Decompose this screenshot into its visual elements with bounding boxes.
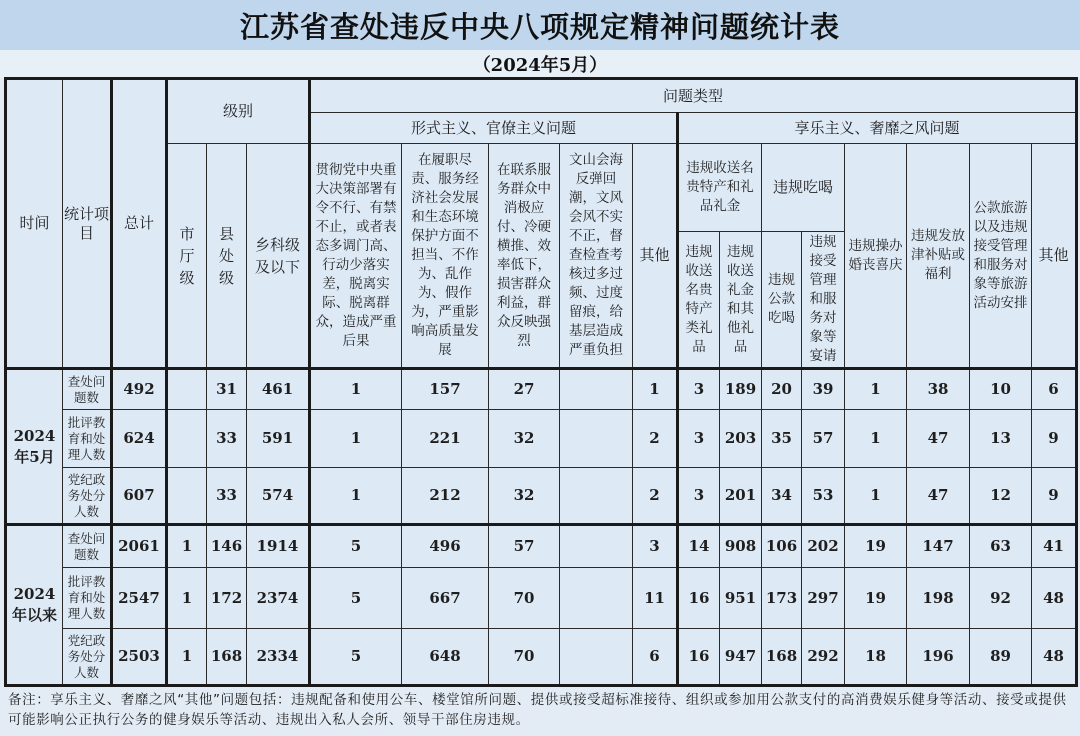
total-cell: 492 (112, 369, 167, 410)
header-level-county (207, 144, 247, 369)
f1-cell: 5 (310, 629, 402, 686)
header-formalism-duty: 在履职尽责、服务经济社会发展和生态环境保护方面不担当、不作为、乱作为、假作为，严重影响高质量发展 (402, 144, 489, 369)
total-cell: 2547 (112, 568, 167, 629)
page-title: 江苏省查处违反中央八项规定精神问题统计表 (239, 9, 840, 44)
township-cell: 461 (247, 369, 310, 410)
city-cell: 1 (167, 568, 207, 629)
f3-cell: 57 (489, 525, 560, 568)
county-cell: 172 (207, 568, 247, 629)
header-dining-public: 违规公款吃喝 (762, 232, 802, 369)
wed-cell: 1 (845, 369, 907, 410)
g2-cell: 189 (720, 369, 762, 410)
f2-cell: 667 (402, 568, 489, 629)
f1-cell: 5 (310, 568, 402, 629)
f2-cell: 648 (402, 629, 489, 686)
statistics-table (4, 77, 1078, 687)
f2-cell: 496 (402, 525, 489, 568)
total-cell: 607 (112, 468, 167, 525)
item-cell: 查处问题数 (63, 525, 112, 568)
county-cell: 168 (207, 629, 247, 686)
g2-cell: 951 (720, 568, 762, 629)
header-time: 时间 (6, 79, 63, 369)
trv-cell: 89 (970, 629, 1032, 686)
item-cell (63, 468, 112, 525)
d1-cell: 20 (762, 369, 802, 410)
f2-cell: 157 (402, 369, 489, 410)
f3-cell: 27 (489, 369, 560, 410)
item-cell (63, 629, 112, 686)
header-dining-banquet: 违规接受管理和服务对象等宴请 (802, 232, 845, 369)
header-level-township-label: 乡科级及以下 (255, 235, 301, 276)
header-gifts: 违规收送名贵特产和礼品礼金 (678, 144, 762, 232)
d2-cell: 39 (802, 369, 845, 410)
sub-cell: 198 (907, 568, 970, 629)
table-row (6, 410, 1077, 468)
subtitle-band (0, 50, 1080, 78)
d1-cell: 168 (762, 629, 802, 686)
f3-cell: 70 (489, 629, 560, 686)
header-gifts-specialty: 违规收送名贵特产类礼品 (678, 232, 720, 369)
g1-cell: 16 (678, 568, 720, 629)
trv-cell: 12 (970, 468, 1032, 525)
g1-cell: 3 (678, 369, 720, 410)
g1-cell: 3 (678, 410, 720, 468)
d1-cell: 173 (762, 568, 802, 629)
city-cell (167, 468, 207, 525)
table-row (6, 369, 1077, 410)
d2-cell: 53 (802, 468, 845, 525)
township-cell: 2374 (247, 568, 310, 629)
g1-cell: 14 (678, 525, 720, 568)
f4-cell (560, 568, 633, 629)
g1-cell: 16 (678, 629, 720, 686)
wed-cell: 19 (845, 525, 907, 568)
item-cell (63, 568, 112, 629)
oth-cell: 48 (1032, 568, 1077, 629)
f3-cell: 70 (489, 568, 560, 629)
table-row (6, 629, 1077, 686)
sub-cell: 47 (907, 410, 970, 468)
item-label: 批评教育和处理人数 (67, 574, 106, 621)
county-cell: 33 (207, 468, 247, 525)
f4-cell (560, 410, 633, 468)
f3-cell: 32 (489, 410, 560, 468)
city-cell: 1 (167, 525, 207, 568)
footnote: 备注：享乐主义、奢靡之风“其他”问题包括：违规配备和使用公车、楼堂馆所问题、提供或接受超标准接待、组织或参加用公款支付的高消费娱乐健身等活动、接受或提供可能影响公正执行公务的健身娱乐等活动、违规出入私人会所、领导干部住房违规。 (8, 692, 1067, 728)
f5-cell: 3 (633, 525, 678, 568)
f5-cell: 6 (633, 629, 678, 686)
trv-cell: 92 (970, 568, 1032, 629)
total-cell: 2061 (112, 525, 167, 568)
d2-cell: 297 (802, 568, 845, 629)
wed-cell: 1 (845, 410, 907, 468)
d2-cell: 292 (802, 629, 845, 686)
d1-cell: 106 (762, 525, 802, 568)
page-subtitle: （2024年5月） (472, 55, 608, 76)
county-cell: 146 (207, 525, 247, 568)
header-level-city (167, 144, 207, 369)
header-level-county-label: 县处级 (219, 224, 235, 287)
g1-cell: 3 (678, 468, 720, 525)
header-total: 总计 (112, 79, 167, 369)
township-cell: 1914 (247, 525, 310, 568)
g2-cell: 908 (720, 525, 762, 568)
table-row (6, 525, 1077, 568)
header-subsidies: 违规发放津补贴或福利 (907, 144, 970, 369)
wed-cell: 19 (845, 568, 907, 629)
f4-cell (560, 629, 633, 686)
f4-cell (560, 468, 633, 525)
f4-cell (560, 369, 633, 410)
d1-cell: 35 (762, 410, 802, 468)
header-formalism-meetings: 文山会海反弹回潮，文风会风不实不正，督查检查考核过多过频、过度留痕，给基层造成严重负担 (560, 144, 633, 369)
header-item: 统计项目 (63, 79, 112, 369)
header-problem-type: 问题类型 (310, 79, 1077, 113)
item-label: 党纪政务处分人数 (67, 471, 106, 519)
oth-cell: 9 (1032, 468, 1077, 525)
sub-cell: 47 (907, 468, 970, 525)
wed-cell: 18 (845, 629, 907, 686)
city-cell (167, 369, 207, 410)
sub-cell: 147 (907, 525, 970, 568)
trv-cell: 13 (970, 410, 1032, 468)
header-dining: 违规吃喝 (762, 144, 845, 232)
d2-cell: 202 (802, 525, 845, 568)
g2-cell: 201 (720, 468, 762, 525)
wed-cell: 1 (845, 468, 907, 525)
f4-cell (560, 525, 633, 568)
header-formalism-other: 其他 (633, 144, 678, 369)
header-travel: 公款旅游以及违规接受管理和服务对象等旅游活动安排 (970, 144, 1032, 369)
f1-cell: 1 (310, 468, 402, 525)
f1-cell: 5 (310, 525, 402, 568)
header-level-city-label: 市厅级 (179, 224, 195, 287)
d1-cell: 34 (762, 468, 802, 525)
trv-cell: 63 (970, 525, 1032, 568)
header-formalism-service: 在联系服务群众中消极应付、冷硬横推、效率低下，损害群众利益，群众反映强烈 (489, 144, 560, 369)
total-cell: 2503 (112, 629, 167, 686)
sub-cell: 38 (907, 369, 970, 410)
header-hedonism: 享乐主义、奢靡之风问题 (678, 113, 1077, 144)
table-row (6, 568, 1077, 629)
header-level-township (247, 144, 310, 369)
f5-cell: 2 (633, 468, 678, 525)
period-cell: 2024年5月 (6, 369, 63, 525)
f2-cell: 212 (402, 468, 489, 525)
township-cell: 2334 (247, 629, 310, 686)
f5-cell: 1 (633, 369, 678, 410)
f1-cell: 1 (310, 369, 402, 410)
city-cell: 1 (167, 629, 207, 686)
item-label: 批评教育和处理人数 (67, 414, 106, 462)
header-weddings: 违规操办婚丧喜庆 (845, 144, 907, 369)
header-level: 级别 (167, 79, 310, 144)
city-cell (167, 410, 207, 468)
f2-cell: 221 (402, 410, 489, 468)
total-cell: 624 (112, 410, 167, 468)
table-row (6, 468, 1077, 525)
f3-cell: 32 (489, 468, 560, 525)
county-cell: 33 (207, 410, 247, 468)
header-formalism: 形式主义、官僚主义问题 (310, 113, 678, 144)
f5-cell: 2 (633, 410, 678, 468)
g2-cell: 947 (720, 629, 762, 686)
oth-cell: 9 (1032, 410, 1077, 468)
item-cell: 查处问题数 (63, 369, 112, 410)
f5-cell: 11 (633, 568, 678, 629)
oth-cell: 6 (1032, 369, 1077, 410)
g2-cell: 203 (720, 410, 762, 468)
township-cell: 574 (247, 468, 310, 525)
period-cell (6, 525, 63, 686)
header-hedonism-other: 其他 (1032, 144, 1077, 369)
item-cell (63, 410, 112, 468)
period-label: 2024年以来 (11, 585, 57, 624)
trv-cell: 10 (970, 369, 1032, 410)
header-formalism-decision: 贯彻党中央重大决策部署有令不行、有禁不止，或者表态多调门高、行动少落实差，脱离实际、脱离群众，造成严重后果 (310, 144, 402, 369)
d2-cell: 57 (802, 410, 845, 468)
header-gifts-cash: 违规收送礼金和其他礼品 (720, 232, 762, 369)
sub-cell: 196 (907, 629, 970, 686)
township-cell: 591 (247, 410, 310, 468)
title-band (0, 0, 1080, 50)
oth-cell: 48 (1032, 629, 1077, 686)
f1-cell: 1 (310, 410, 402, 468)
county-cell: 31 (207, 369, 247, 410)
item-label: 党纪政务处分人数 (67, 632, 106, 680)
oth-cell: 41 (1032, 525, 1077, 568)
